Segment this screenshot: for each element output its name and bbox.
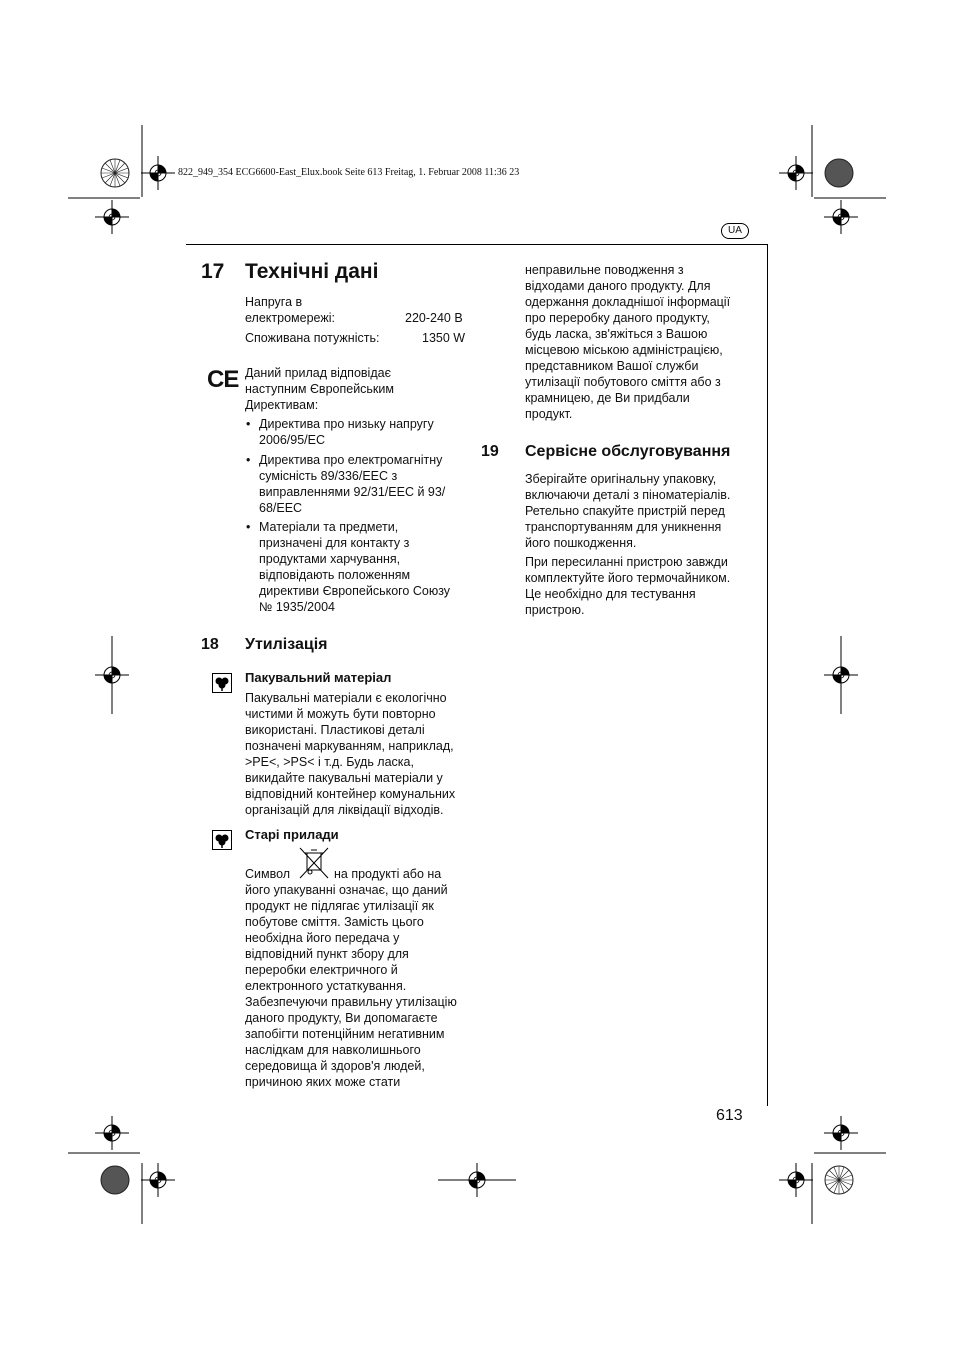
language-badge: UA	[721, 223, 749, 239]
header-rule	[186, 244, 768, 245]
service-paragraph-2: При пересиланні пристрою завжди комплектуйте його термочайником. Це необхідно для тестування пристрою.	[525, 555, 731, 617]
ce-mark-icon: CE	[207, 366, 239, 393]
symbol-after-text: на продукті або на	[334, 867, 442, 881]
service-paragraph-1: Зберігайте оригінальну упаковку, включаючи деталі з піноматеріалів. Ретельно спакуйте пристрій перед транспортуванням для уникнення його пошкодження.	[525, 472, 731, 550]
section-18-number: 18	[201, 636, 219, 653]
section-18-title: Утилізація	[245, 636, 328, 653]
symbol-before-text: Символ	[245, 867, 291, 881]
voltage-label: Напруга в електромережі:	[245, 295, 335, 325]
section-19-number: 19	[481, 443, 499, 460]
section-17-number: 17	[201, 260, 225, 283]
ce-intro-text: Даний прилад відповідає наступним Європейським Директивам:	[245, 366, 394, 412]
crossed-bin-icon	[298, 846, 330, 882]
voltage-value: 220-240 В	[405, 311, 463, 325]
section-19-title: Сервісне обслуговування	[525, 443, 731, 460]
power-label: Споживана потужність:	[245, 331, 380, 345]
print-header: 822_949_354 ECG6600-East_Elux.book Seite 613 Freitag, 1. Februar 2008 11:36 23	[178, 167, 520, 178]
section-17-title: Технічні дані	[245, 260, 379, 283]
packaging-text: Пакувальні матеріали є екологічно чистими й можуть бути повторно використані. Пластикові деталі позначені маркуванням, наприклад, >PE<, >PS< і т.д. Будь ласка, викидайте пакувальні матеріали у відповідний контейнер комунальних організацій для ліквідації відходів.	[245, 691, 456, 817]
clover-recycle-icon	[212, 673, 232, 693]
column-rule	[767, 244, 768, 1106]
disposal-continuation-text: неправильне поводження з відходами даного продукту. Для одержання докладнішої інформації про переробку даного продукту, будь ласка, зв'яжіться з Вашою місцевою міською адміністрацією, представником Вашої служби утилізації побутового сміття або з крамницею, де Ви придбали продукт.	[525, 263, 731, 421]
power-value: 1350 W	[422, 331, 466, 345]
bullet-emc: • Директива про електромагнітну сумісність 89/336/EEC з виправленнями 92/31/EEC й 93/ 68/EEC	[246, 453, 446, 515]
packaging-heading: Пакувальний матеріал	[245, 670, 392, 685]
page-number: 613	[716, 1107, 743, 1124]
old-appliances-text: його упакуванні означає, що даний продукт не підлягає утилізації як побутове сміття. Замість цього необхідна його передача у відповідний пункт збору для переробки електричного й електронного устаткування. Забезпечуючи правильну утилізацію даного продукту, Ви допомагаєте запобігти потенційним негативним наслідкам для навколишнього середовища й здоров'я людей, причиною яких може стати	[245, 883, 457, 1089]
clover-recycle-icon	[212, 830, 232, 850]
bullet-low-voltage: • Директива про низьку напругу 2006/95/EC	[246, 417, 434, 447]
old-appliances-heading: Старі прилади	[245, 827, 339, 842]
bullet-food-contact: • Матеріали та предмети, призначені для контакту з продуктами харчування, відповідають положенням директиви Європейського Союзу № 1935/2004	[246, 520, 451, 614]
